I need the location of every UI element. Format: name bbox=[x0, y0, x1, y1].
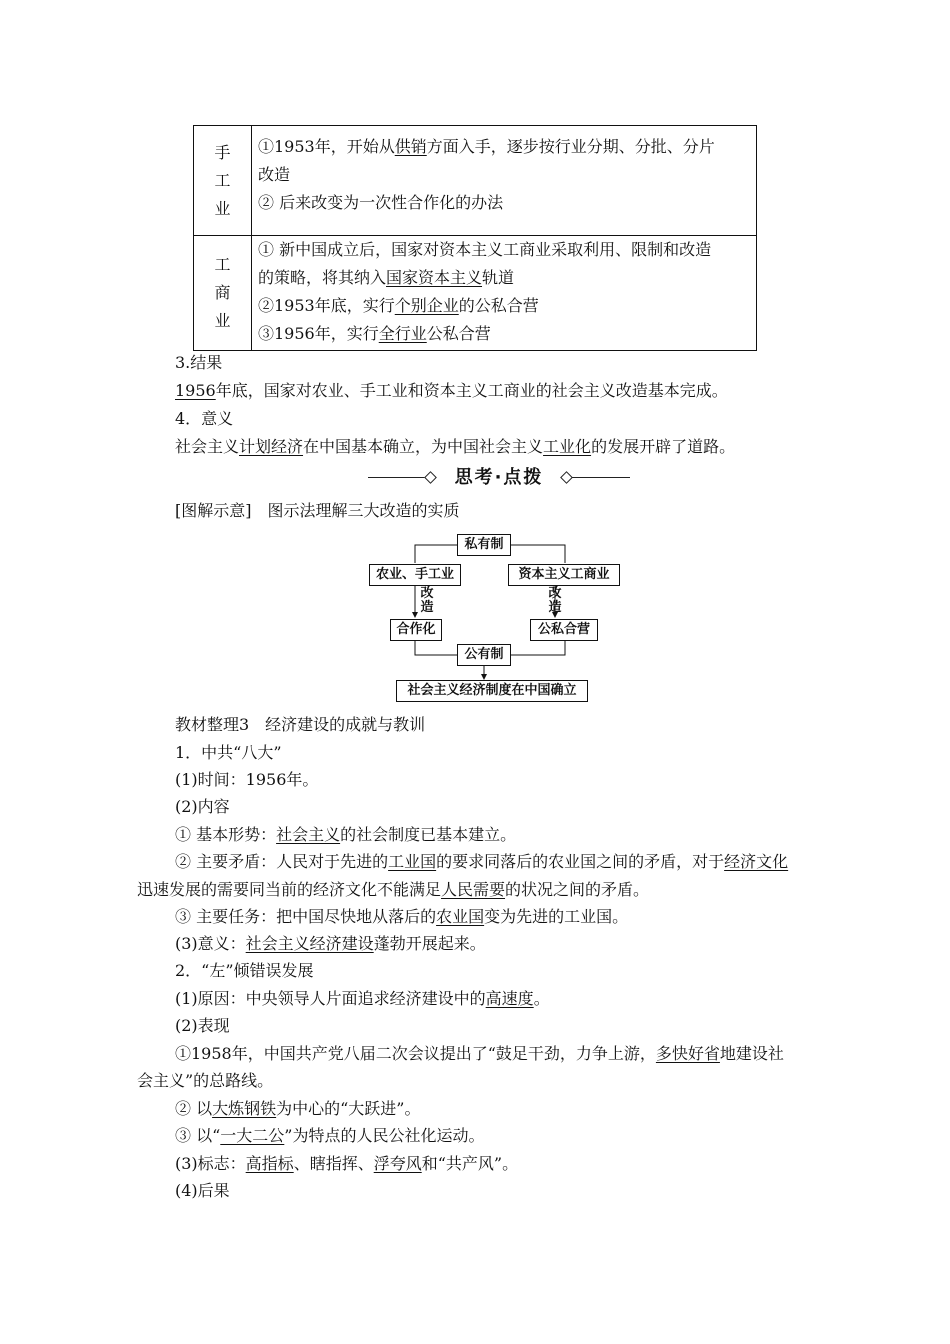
commerce-content: ① 新中国成立后，国家对资本主义工商业采取利用、限制和改造 的策略，将其纳入国家资本主义轨道 ②1953年底，实行个别企业的公私合营 ③1956年，实行全行业公私合营 bbox=[258, 240, 712, 343]
list-item: 会主义”的总路线。 bbox=[137, 1071, 274, 1090]
significance-text: 社会主义计划经济在中国基本确立，为中国社会主义工业化的发展开辟了道路。 bbox=[175, 437, 736, 456]
list-item: ② 以大炼钢铁为中心的“大跃进”。 bbox=[175, 1099, 421, 1118]
table-row-commerce bbox=[194, 236, 756, 350]
handicraft-content: ①1953年，开始从供销方面入手，逐步按行业分期、分批、分片 改造 ② 后来改变为一次性合作化的办法 bbox=[258, 137, 715, 212]
list-item: ① 基本形势：社会主义的社会制度已基本建立。 bbox=[175, 825, 517, 844]
list-item: ③ 主要任务：把中国尽快地从落后的农业国变为先进的工业国。 bbox=[175, 907, 629, 926]
category-handicraft: 手 工 业 bbox=[194, 126, 252, 235]
reform-table bbox=[193, 125, 757, 351]
reform-label-right: 改 造 bbox=[548, 586, 562, 615]
capitalist-commerce-box: 资本主义工商业 bbox=[508, 564, 620, 586]
list-item: (3)意义：社会主义经济建设蓬勃开展起来。 bbox=[175, 934, 486, 953]
public-private-box: 公私合营 bbox=[530, 619, 598, 641]
section-title: 教材整理3 经济建设的成就与教训 bbox=[175, 715, 426, 734]
list-item: (2)内容 bbox=[175, 797, 230, 816]
diamond-icon bbox=[424, 471, 437, 484]
list-item: (3)标志：高指标、瞎指挥、浮夸风和“共产风”。 bbox=[175, 1154, 519, 1173]
private-ownership-box: 私有制 bbox=[457, 534, 511, 556]
list-item: 2．“左”倾错误发展 bbox=[175, 961, 314, 980]
result-text: 1956年底，国家对农业、手工业和资本主义工商业的社会主义改造基本完成。 bbox=[175, 381, 728, 400]
table-row-handicraft bbox=[194, 126, 756, 236]
banner-title: 思考·点拨 bbox=[454, 467, 544, 488]
list-item: ①1958年，中国共产党八届二次会议提出了“鼓足干劲，力争上游，多快好省地建设社 bbox=[175, 1044, 784, 1063]
reform-label-left: 改 造 bbox=[420, 586, 434, 615]
public-ownership-box: 公有制 bbox=[457, 644, 511, 666]
result-heading: 3.结果 bbox=[175, 353, 223, 372]
list-item: (1)原因：中央领导人片面追求经济建设中的高速度。 bbox=[175, 989, 550, 1008]
think-banner bbox=[368, 463, 630, 493]
list-item: 迅速发展的需要同当前的经济文化不能满足人民需要的状况之间的矛盾。 bbox=[137, 880, 650, 899]
cooperation-box: 合作化 bbox=[390, 619, 442, 641]
diamond-icon bbox=[560, 471, 573, 484]
significance-heading: 4．意义 bbox=[175, 409, 234, 428]
list-item: 1．中共“八大” bbox=[175, 743, 282, 762]
list-item: ② 主要矛盾：人民对于先进的工业国的要求同落后的农业国之间的矛盾，对于经济文化 bbox=[175, 852, 789, 871]
list-item: (4)后果 bbox=[175, 1181, 230, 1200]
list-item: (2)表现 bbox=[175, 1016, 230, 1035]
agriculture-handicraft-box: 农业、手工业 bbox=[369, 564, 461, 586]
category-commerce: 工 商 业 bbox=[194, 236, 252, 350]
list-item: ③ 以“一大二公”为特点的人民公社化运动。 bbox=[175, 1126, 485, 1145]
reform-diagram bbox=[365, 530, 625, 708]
diagram-intro: [图解示意] 图示法理解三大改造的实质 bbox=[175, 501, 460, 520]
list-item: (1)时间：1956年。 bbox=[175, 770, 319, 789]
socialist-system-box: 社会主义经济制度在中国确立 bbox=[396, 680, 588, 702]
